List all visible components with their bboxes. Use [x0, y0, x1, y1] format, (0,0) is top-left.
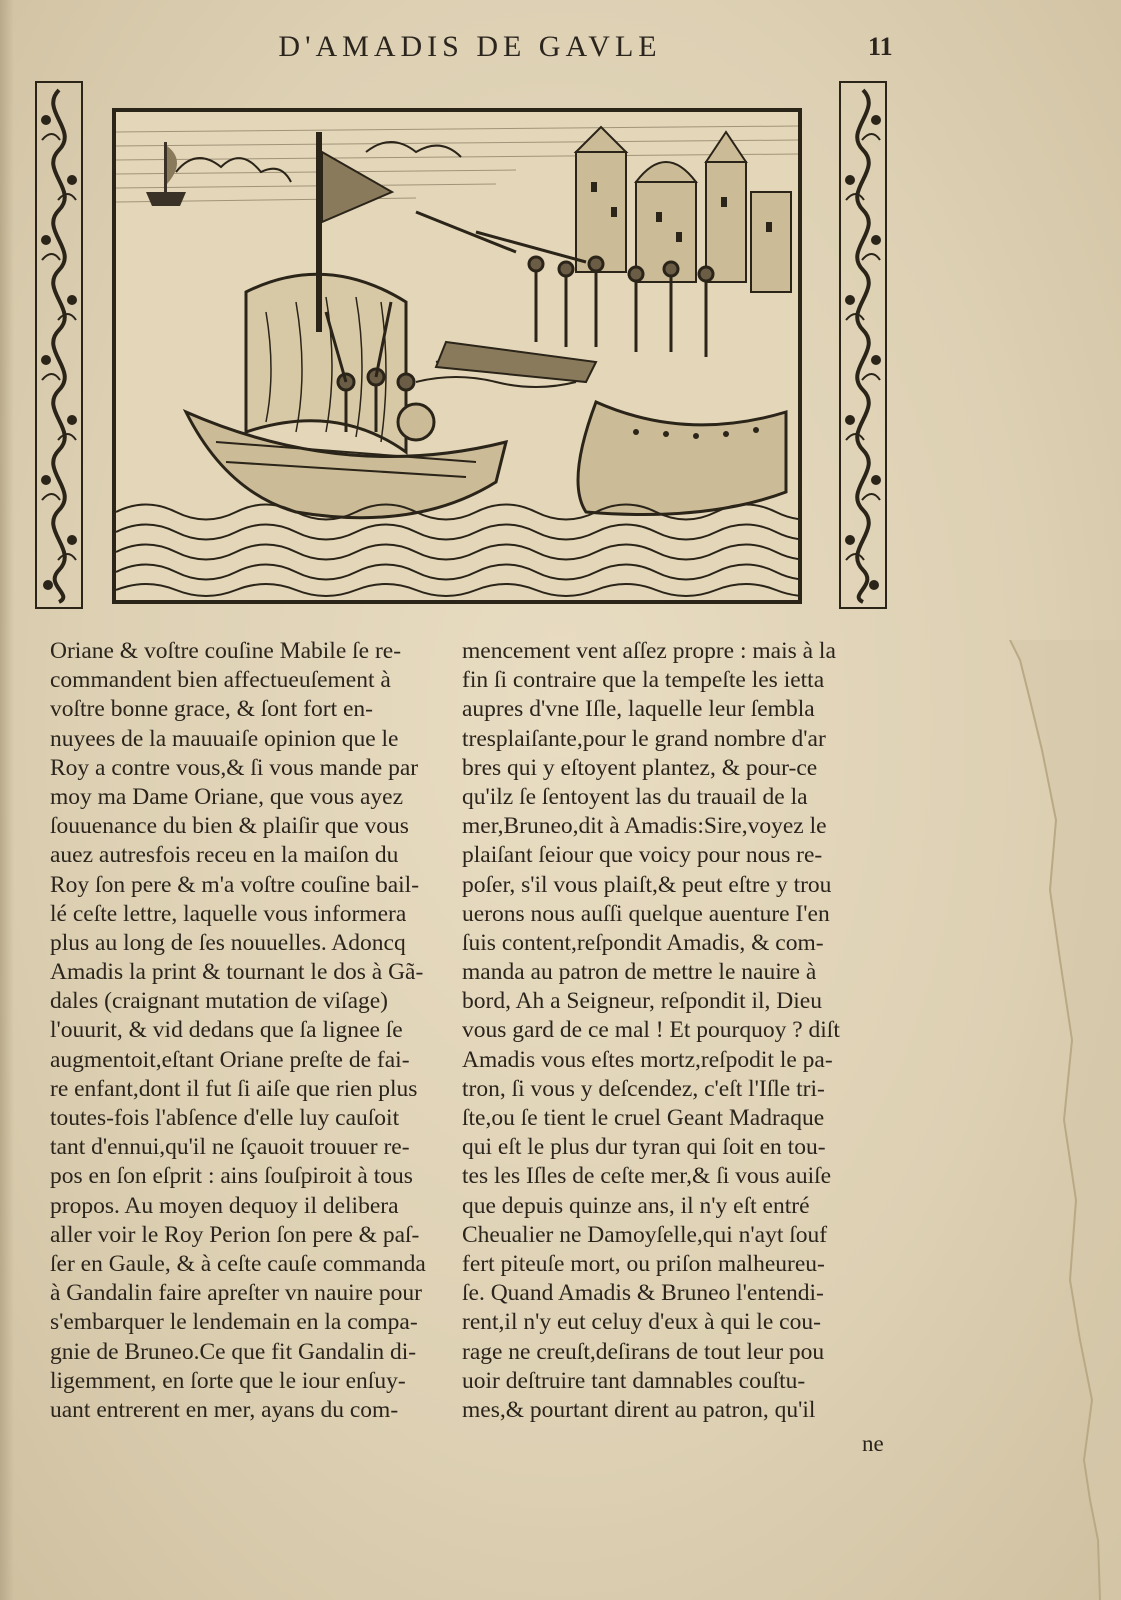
text-line: Amadis vous eſtes mortz,reſpodit le pa-: [462, 1046, 833, 1073]
woodcut-illustration: [112, 108, 802, 604]
text-line: tant d'ennui,qu'il ne ſçauoit trouuer re-: [50, 1134, 410, 1161]
text-line: Amadis la print & tournant le dos à Gã-: [50, 959, 424, 986]
text-line: mencement vent aſſez propre : mais à la: [462, 638, 836, 664]
text-line: manda au patron de mettre le nauire à: [462, 959, 817, 986]
text-line: augmentoit,eſtant Oriane preſte de fai-: [50, 1046, 410, 1073]
torn-page-edge: [980, 640, 1121, 1600]
text-line: moy ma Dame Oriane, que vous ayez: [50, 783, 404, 810]
woodcut-naval-scene-icon: [116, 112, 798, 600]
text-line: dales (craignant mutation de viſage): [50, 988, 389, 1015]
text-line: nuyees de la mauuaiſe opinion que le: [50, 725, 399, 752]
text-line: Roy ſon pere & m'a voſtre couſine bail-: [50, 871, 420, 898]
text-line: fert piteuſe mort, ou priſon malheureu-: [462, 1250, 825, 1277]
text-line: Roy a contre vous,& ſi vous mande par: [50, 754, 419, 781]
text-line: uoir deſtruire tant damnables couſtu-: [462, 1367, 806, 1394]
text-line: uerons nous auſſi quelque auenture I'en: [462, 900, 830, 927]
catchword: ne: [862, 1431, 884, 1456]
text-line: bres qui y eſtoyent plantez, & pour-ce: [462, 754, 818, 781]
text-line: ſe. Quand Amadis & Bruneo l'entendi-: [462, 1280, 824, 1307]
page-header: [0, 30, 1121, 70]
running-title: D'AMADIS DE GAVLE: [278, 30, 662, 63]
text-line: bord, Ah a Seigneur, reſpondit il, Dieu: [462, 988, 822, 1015]
text-line: lé ceſte lettre, laquelle vous informera: [50, 900, 407, 927]
text-line: s'embarquer le lendemain en la compa-: [50, 1309, 418, 1336]
text-line: commandent bien affectueuſement à: [50, 667, 391, 694]
text-line: auez autresfois receu en la maiſon du: [50, 842, 399, 869]
text-line: vous gard de ce mal ! Et pourquoy ? diſt: [462, 1017, 840, 1044]
text-line: voſtre bonne grace, & ſont fort en-: [50, 696, 374, 723]
folio-number: 11: [868, 32, 893, 61]
text-line: aupres d'vne Iſle, laquelle leur ſembla: [462, 696, 815, 723]
text-line: tron, ſi vous y deſcendez, c'eſt l'Iſle tri-: [462, 1075, 825, 1102]
text-line: tresplaiſante,pour le grand nombre d'ar: [462, 725, 826, 752]
text-line: l'ouurit, & vid dedans que ſa lignee ſe: [50, 1017, 403, 1044]
text-line: ſuis content,reſpondit Amadis, & com-: [462, 929, 824, 956]
text-line: plus au long de ſes nouuelles. Adoncq: [50, 929, 406, 956]
text-line: mes,& pourtant dirent au patron, qu'il: [462, 1396, 816, 1423]
text-line: ſte,ou ſe tient le cruel Geant Madraque: [462, 1105, 825, 1131]
text-line: Oriane & voſtre couſine Mabile ſe re-: [50, 638, 402, 664]
right-text-column: [462, 637, 898, 1425]
text-line: aller voir le Roy Perion ſon pere & paſ-: [50, 1221, 420, 1248]
page-edge-shadow: [0, 0, 14, 1600]
text-line: uant entrerent en mer, ayans du com-: [50, 1396, 399, 1423]
text-line: pos en ſon eſprit : ains ſouſpiroit à tous: [50, 1163, 413, 1190]
right-fleuron-border: [838, 80, 888, 610]
text-line: qui eſt le plus dur tyran qui ſoit en tou-: [462, 1134, 826, 1161]
text-line: poſer, s'il vous plaiſt,& peut eſtre y trou: [462, 871, 832, 898]
text-line: Cheualier ne Damoyſelle,qui n'ayt ſouf: [462, 1221, 828, 1248]
text-line: ſer en Gaule, & à ceſte cauſe commanda: [50, 1250, 426, 1277]
text-line: rent,il n'y eut celuy d'eux à qui le cou-: [462, 1309, 821, 1336]
text-line: tes les Iſles de ceſte mer,& ſi vous auiſe: [462, 1163, 832, 1190]
text-line: mer,Bruneo,dit à Amadis:Sire,voyez le: [462, 813, 827, 840]
text-line: fin ſi contraire que la tempeſte les ietta: [462, 667, 825, 694]
left-fleuron-border: [34, 80, 84, 610]
text-line: propos. Au moyen dequoy il delibera: [50, 1192, 399, 1219]
text-line: à Gandalin faire apreſter vn nauire pour: [50, 1280, 422, 1307]
text-line: ſouuenance du bien & plaiſir que vous: [50, 813, 409, 840]
text-line: qu'ilz ſe ſentoyent las du trauail de la: [462, 783, 808, 810]
text-line: gnie de Bruneo.Ce que fit Gandalin di-: [50, 1338, 417, 1365]
left-text-column: [50, 637, 445, 1425]
text-line: rage ne creuſt,deſirans de tout leur pou: [462, 1338, 825, 1365]
text-line: plaiſant ſeiour que voicy pour nous re-: [462, 842, 823, 869]
text-line: re enfant,dont il fut ſi aiſe que rien plus: [50, 1075, 418, 1102]
text-line: toutes-fois l'abſence d'elle luy cauſoit: [50, 1105, 400, 1131]
text-line: que depuis quinze ans, il n'y eſt entré: [462, 1192, 810, 1219]
text-line: ligemment, en ſorte que le iour enſuy-: [50, 1367, 406, 1394]
